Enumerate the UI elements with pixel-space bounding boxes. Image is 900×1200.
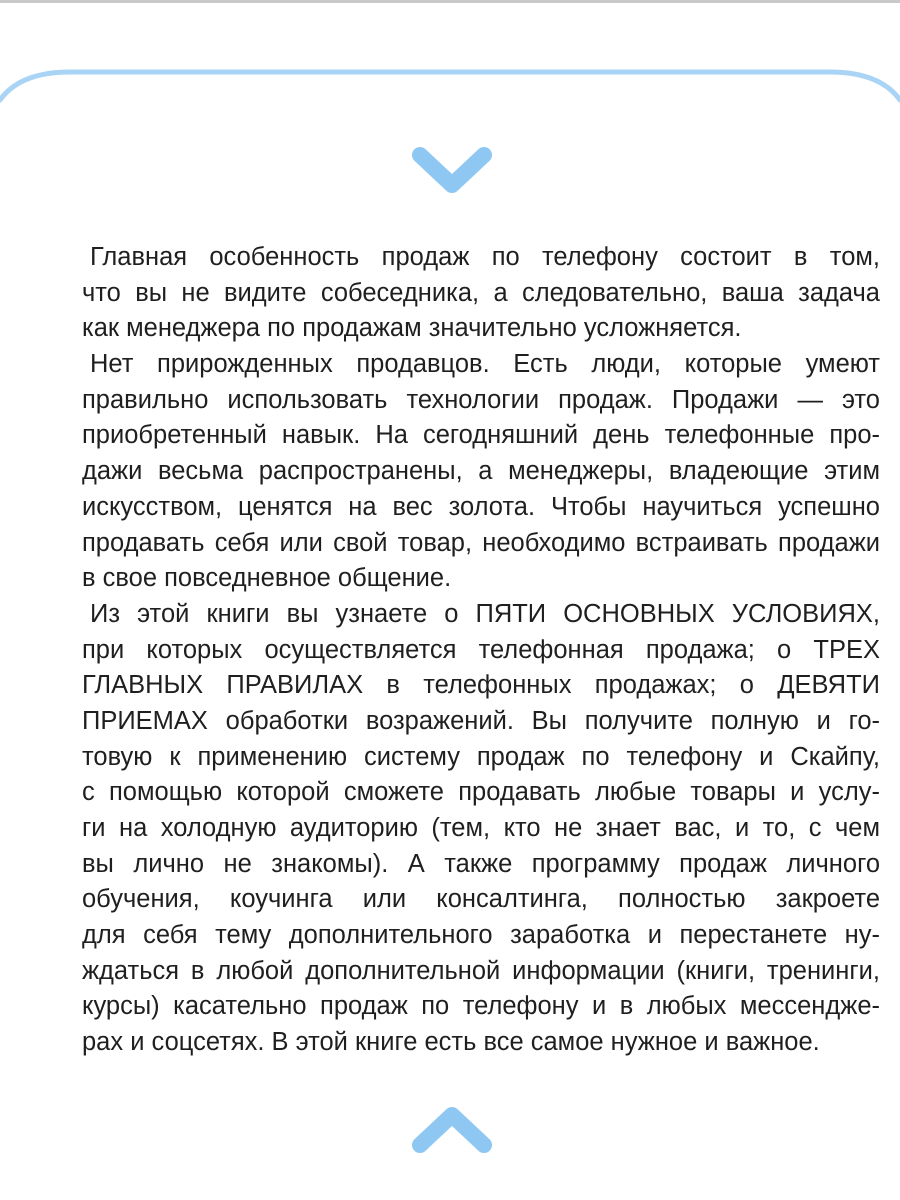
text-line: что вы не видите собеседника, а следовательно, ваша задача	[82, 278, 880, 307]
text-line: для себя тему дополнительного заработка и перестанете ну-	[82, 921, 880, 950]
book-description	[82, 240, 880, 1061]
text-line: вы лично не знакомы). А также программу продаж личного	[82, 849, 880, 878]
text-line: товую к применению систему продаж по телефону и Скайпу,	[82, 742, 880, 771]
text-line: с помощью которой сможете продавать любые товары и услу-	[82, 778, 880, 807]
text-line: Главная особенность продаж по телефону состоит в том,	[90, 243, 880, 271]
text-line: продавать себя или свой товар, необходимо встраивать продажи	[82, 528, 880, 557]
text-line: ПРИЕМАХ обработки возражений. Вы получите полную и го-	[82, 706, 880, 735]
chevron-up-icon	[410, 1105, 494, 1155]
text-line: ждаться в любой дополнительной информации (книги, тренинги,	[82, 956, 880, 985]
page-frame-arc	[0, 0, 900, 130]
text-line: рах и соцсетях. В этой книге есть все самое нужное и важное.	[82, 1028, 820, 1057]
text-line: ги на холодную аудиторию (тем, кто не знает вас, и то, с чем	[82, 814, 880, 842]
text-line: ГЛАВНЫХ ПРАВИЛАХ в телефонных продажах; о ДЕВЯТИ	[82, 671, 880, 700]
paragraph-1	[82, 240, 880, 347]
paragraph-3	[82, 597, 880, 1061]
chevron-down-icon	[410, 145, 494, 195]
text-line: курсы) касательно продаж по телефону и в любых мессендже-	[82, 992, 880, 1021]
text-line: приобретенный навык. На сегодняшний день телефонные про-	[82, 421, 880, 450]
text-line: обучения, коучинга или консалтинга, полностью закроете	[82, 885, 880, 914]
paragraph-2	[82, 347, 880, 597]
text-line: искусством, ценятся на вес золота. Чтобы научиться успешно	[82, 492, 880, 521]
text-line: Из этой книги вы узнаете о ПЯТИ ОСНОВНЫХ УСЛОВИЯХ,	[90, 599, 880, 628]
text-line: при которых осуществляется телефонная продажа; о ТРЕХ	[82, 635, 880, 664]
text-line: Нет прирожденных продавцов. Есть люди, которые умеют	[90, 350, 880, 379]
text-line: дажи весьма распространены, а менеджеры, владеющие этим	[82, 457, 880, 486]
text-line: в свое повседневное общение.	[82, 564, 452, 593]
text-line: правильно использовать технологии продаж. Продажи — это	[82, 385, 880, 414]
text-line: как менеджера по продажам значительно усложняется.	[82, 314, 742, 343]
